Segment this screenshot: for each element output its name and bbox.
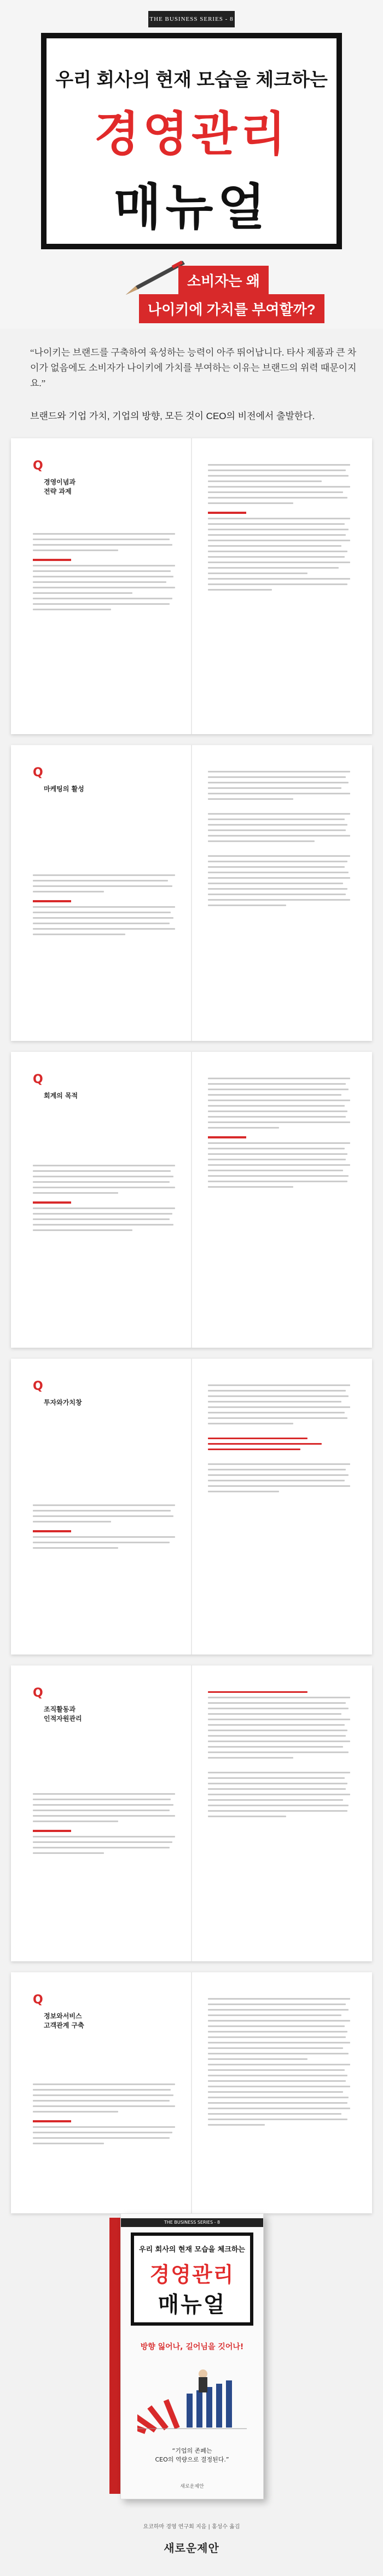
left-page <box>33 767 175 939</box>
spread-gutter <box>191 1972 192 2213</box>
right-page <box>208 1381 350 1496</box>
book-title-frame <box>41 33 342 249</box>
chapter-title: 정보와서비스 고객관계 구축 <box>44 2012 84 2029</box>
pen-illustration <box>126 257 186 296</box>
right-page <box>208 1687 350 1821</box>
domino-illustration <box>137 2357 247 2440</box>
book-spread <box>11 745 372 1041</box>
quote-mark-icon: Q <box>33 1073 43 1086</box>
cover-title-frame <box>131 2232 253 2326</box>
section-heading-bar <box>33 1201 71 1204</box>
book-spread <box>11 1972 372 2213</box>
spread-gutter <box>191 1052 192 1348</box>
book-spread <box>11 1052 372 1348</box>
right-page <box>208 1074 350 1192</box>
chapter-title: 조직활동과 인적자원관리 <box>44 1705 82 1722</box>
book-title-line2: 매뉴얼 <box>113 180 270 235</box>
right-page <box>208 1994 350 2130</box>
right-page <box>208 767 350 910</box>
headline-tag-2: 나이키에 가치를 부여할까? <box>139 294 324 323</box>
cover-series-label: THE BUSINESS SERIES - 8 <box>121 2218 263 2227</box>
chapter-title: 투자와가치창 <box>44 1399 82 1406</box>
left-page <box>33 1074 175 1235</box>
book-spine <box>109 2218 120 2494</box>
cover-publisher: 새로운제안 <box>180 2484 204 2489</box>
intro-statement: 브랜드와 기업 가치, 기업의 방향, 모든 것이 CEO의 비전에서 출발한다. <box>30 411 315 421</box>
section-heading-bar <box>33 1830 71 1832</box>
book-subtitle: 우리 회사의 현재 모습을 체크하는 <box>55 70 328 90</box>
section-heading-bar <box>33 900 71 902</box>
quote-mark-icon: Q <box>33 1686 43 1700</box>
right-page <box>208 460 350 594</box>
section-heading-bar <box>33 559 71 561</box>
quote-mark-icon: Q <box>33 459 43 473</box>
book-spread <box>11 1359 372 1655</box>
cover-title-line1: 경영관리 <box>149 2263 235 2287</box>
quote-mark-icon: Q <box>33 766 43 780</box>
chapter-title: 마케팅의 활성 <box>44 785 84 793</box>
spread-gutter <box>191 1665 192 1961</box>
book-front <box>120 2213 264 2499</box>
intro-quote: “나이키는 브랜드를 구축하여 육성하는 능력이 아주 뛰어납니다. 타사 제품과 큰 차이가 없음에도 소비자가 나이키에 가치를 부여하는 이유는 브랜드의 위력 때문이지요.” <box>30 347 357 388</box>
cover-title-line2: 매뉴얼 <box>158 2292 227 2317</box>
spread-gutter <box>191 745 192 1041</box>
cover-quote: “기업의 존폐는 CEO의 역량으로 결정된다.” <box>155 2447 229 2463</box>
section-heading-bar <box>33 2120 71 2122</box>
chapter-title: 회계의 목적 <box>44 1092 78 1100</box>
series-label: THE BUSINESS SERIES - 8 <box>148 11 235 27</box>
spread-gutter <box>191 438 192 734</box>
spread-gutter <box>191 1359 192 1655</box>
left-page <box>33 460 175 614</box>
quote-mark-icon: Q <box>33 1379 43 1393</box>
section-heading-bar <box>208 1136 246 1138</box>
quote-mark-icon: Q <box>33 1993 43 2007</box>
publisher-logo: 새로운제안 <box>164 2541 219 2555</box>
author-credit: 요코하마 경영 연구회 지음 | 홍성수 옮김 <box>143 2524 240 2530</box>
book-cover-image <box>93 2213 290 2520</box>
left-page <box>33 1994 175 2148</box>
section-heading-bar <box>208 512 246 514</box>
book-title-line1: 경영관리 <box>94 108 289 161</box>
chapter-title: 경영이념과 전략 과제 <box>44 478 76 495</box>
book-spread <box>11 438 372 734</box>
cover-subtitle: 우리 회사의 현재 모습을 체크하는 <box>139 2246 245 2254</box>
hero-section <box>0 0 383 329</box>
book-spread <box>11 1665 372 1961</box>
left-page <box>33 1381 175 1553</box>
cover-tagline: 방향 잃어나, 길어님을 깃어나! <box>140 2343 244 2351</box>
left-page <box>33 1687 175 1858</box>
headline-tag-1: 소비자는 왜 <box>178 266 269 295</box>
section-heading-bar <box>33 1530 71 1532</box>
